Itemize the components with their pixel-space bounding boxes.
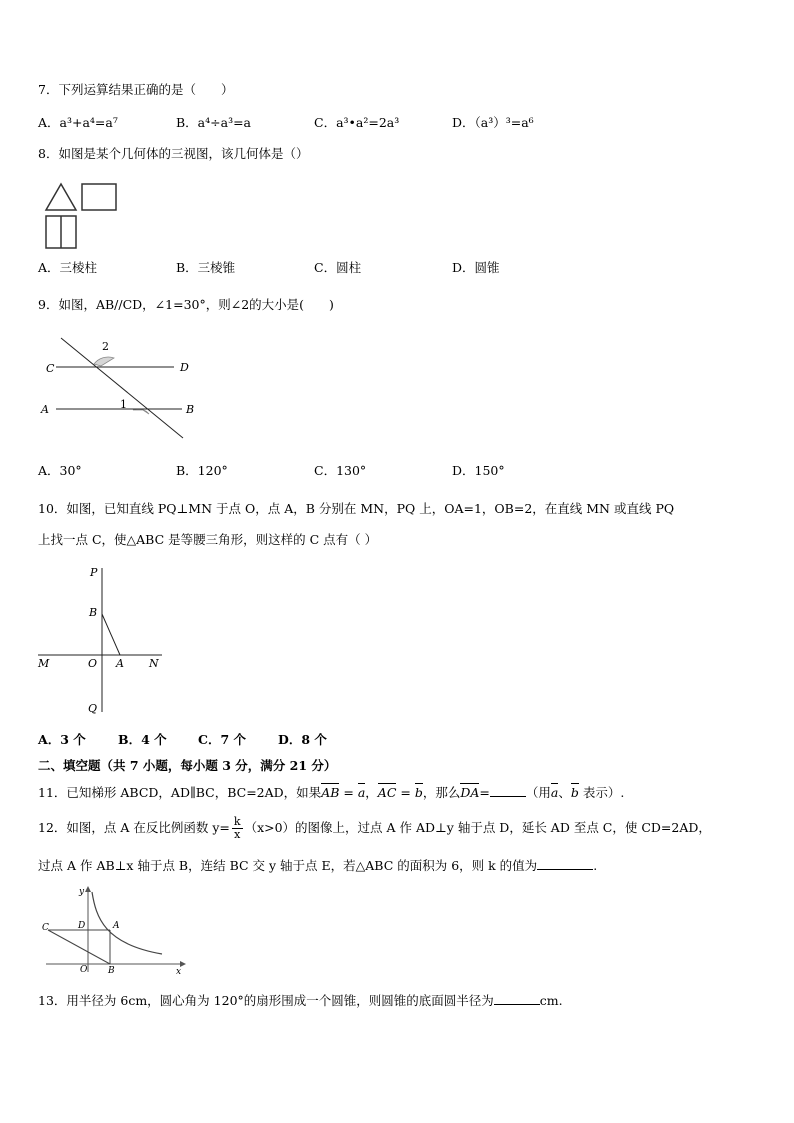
q9-option-a: A．30° (38, 463, 82, 478)
label-a: A (41, 403, 49, 416)
q8-option-c: C．圆柱 (314, 260, 362, 275)
vector-b: b (414, 785, 423, 800)
q12-text-line2: 过点 A 作 AB⊥x 轴于点 B，连结 BC 交 y 轴于点 E，若△ABC 的面积为 6，则 k 的值为 (38, 858, 538, 873)
angle-2-arc (94, 357, 114, 366)
q10-option-d: D．8 个 (278, 732, 327, 747)
vector-a: a (357, 785, 366, 800)
section-2-heading: 二、填空题（共 7 小题，每小题 3 分，满分 21 分） (38, 758, 337, 773)
q11-text-part4: （用 (525, 785, 551, 800)
label-x: x (176, 967, 182, 974)
q10-option-a: A．3 个 (38, 732, 86, 747)
q11-eq2: = (396, 785, 415, 800)
label-n: N (149, 657, 159, 670)
q11-text-part2: ，那么 (422, 785, 461, 800)
label-angle-1: 1 (120, 398, 127, 411)
label-b: B (186, 403, 195, 416)
label-o: O (88, 657, 98, 670)
fraction-denominator: x (234, 828, 241, 841)
q12-text-line2-end: . (593, 858, 598, 873)
label-d: D (78, 921, 86, 931)
answer-blank-q11 (490, 784, 526, 797)
q8-three-views-figure (40, 178, 120, 252)
vector-da: DA (460, 785, 480, 800)
label-b: B (89, 606, 98, 619)
q9-option-d: D．150° (452, 463, 505, 478)
q9-option-b: B．120° (176, 463, 228, 478)
q8-stem: 8．如图是某个几何体的三视图，该几何体是（） (38, 146, 309, 161)
q13-text-part1: 13．用半径为 6cm，圆心角为 120°的扇形围成一个圆锥，则圆锥的底面圆半径为 (38, 993, 494, 1008)
q11-text-part3: = (479, 785, 490, 800)
q12-text-part1: 12．如图，点 A 在反比例函数 y= (38, 820, 230, 835)
q13-stem (38, 992, 563, 1009)
hyperbola-curve (92, 892, 162, 954)
side-view-rectangle (82, 184, 116, 210)
label-a: A (113, 921, 120, 931)
q9-parallel-lines-figure (36, 330, 206, 445)
label-b: B (108, 966, 115, 974)
q12-inverse-function-figure (38, 882, 188, 974)
segment-ab (102, 614, 120, 655)
q12-stem-line2 (38, 857, 597, 874)
label-c: C (42, 923, 49, 933)
q7-option-c: C．a³•a²=2a³ (314, 115, 400, 130)
q11-text-part1: 11．已知梯形 ABCD，AD∥BC，BC=2AD，如果 (38, 785, 322, 800)
answer-blank-q13 (494, 992, 540, 1005)
q7-option-a: A．a³+a⁴=a⁷ (38, 115, 118, 130)
q10-option-b: B．4 个 (118, 732, 167, 747)
label-c: C (46, 362, 55, 375)
front-view-triangle (46, 184, 76, 210)
q9-option-c: C．130° (314, 463, 367, 478)
q7-option-d: D．（a³）³=a⁶ (452, 115, 534, 130)
q8-option-b: B．三棱锥 (176, 260, 236, 275)
label-o: O (80, 965, 88, 974)
fraction-k-over-x (232, 816, 243, 841)
angle-1-arc (133, 409, 149, 414)
fraction-numerator: k (233, 815, 241, 828)
transversal-line (61, 338, 183, 438)
q8-option-d: D．圆锥 (452, 260, 500, 275)
q11-eq1: = (339, 785, 358, 800)
q9-stem: 9．如图，AB//CD，∠1=30°，则∠2的大小是( ) (38, 297, 334, 312)
q12-text-part2: （x>0）的图像上，过点 A 作 AD⊥y 轴于点 D，延长 AD 至点 C，使 CD=2AD， (244, 820, 711, 835)
label-p: P (90, 566, 98, 579)
q10-stem-line2: 上找一点 C，使△ABC 是等腰三角形，则这样的 C 点有（ ） (38, 532, 378, 547)
q11-stem (38, 784, 624, 801)
vector-b-hint: b (570, 785, 579, 800)
q11-text-part6: 表示）. (578, 785, 625, 800)
label-y: y (79, 887, 85, 897)
q8-option-a: A．三棱柱 (38, 260, 98, 275)
label-a: A (116, 657, 124, 670)
answer-blank-q12 (537, 857, 593, 870)
q7-stem: 7．下列运算结果正确的是（ ） (38, 82, 234, 97)
q10-stem-line1: 10．如图，已知直线 PQ⊥MN 于点 O，点 A，B 分别在 MN，PQ 上，OA=1，OB=2，在直线 MN 或直线 PQ (38, 501, 675, 516)
vector-a-hint: a (550, 785, 559, 800)
label-d: D (180, 361, 189, 374)
q10-perpendicular-lines-figure (36, 562, 171, 717)
vector-ac: AC (377, 785, 397, 800)
q13-text-part2: cm. (539, 993, 563, 1008)
label-m: M (38, 657, 50, 670)
label-q: Q (88, 702, 98, 715)
q11-text-part5: 、 (558, 785, 571, 800)
label-angle-2: 2 (102, 340, 109, 353)
vector-ab: AB (321, 785, 340, 800)
q11-sep: ， (365, 785, 378, 800)
segment-cb (48, 930, 110, 964)
q12-stem-line1 (38, 812, 711, 844)
y-axis-arrow (85, 886, 91, 892)
q7-option-b: B．a⁴÷a³=a (176, 115, 252, 130)
q10-option-c: C．7 个 (198, 732, 246, 747)
